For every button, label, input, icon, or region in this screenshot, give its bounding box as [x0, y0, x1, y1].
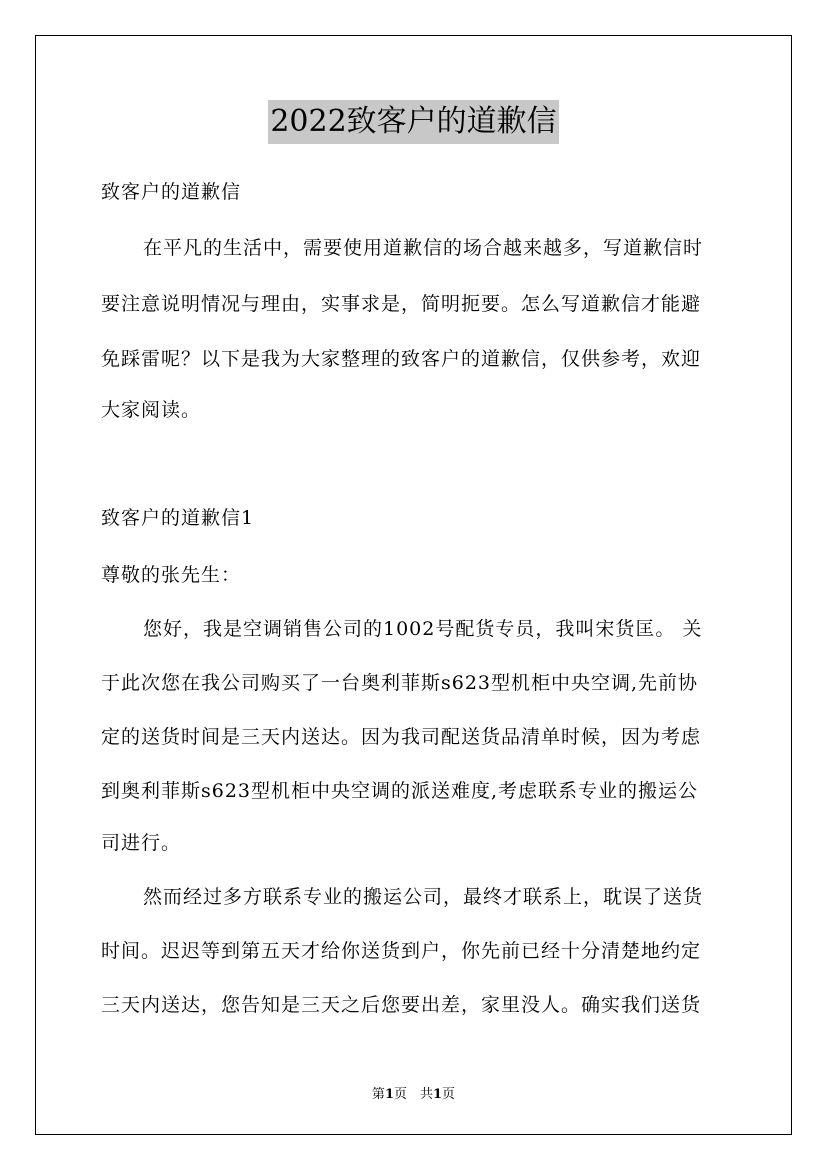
- paragraph-line: 您好，我是空调销售公司的1002号配货专员，我叫宋货匡。 关: [143, 618, 703, 640]
- page-footer: [0, 1083, 827, 1102]
- paragraph-line: 三天内送达，您告知是三天之后您要出差，家里没人。确实我们送货: [101, 994, 702, 1016]
- footer-page-total: 1: [433, 1087, 443, 1102]
- document-title: 2022致客户的道歉信: [268, 100, 558, 144]
- paragraph-line: 到奥利菲斯s623型机柜中央空调的派送难度,考虑联系专业的搬运公: [101, 780, 699, 802]
- paragraph-line: 要注意说明情况与理由，实事求是，简明扼要。怎么写道歉信才能避: [101, 293, 702, 315]
- salutation: 尊敬的张先生：: [101, 564, 242, 586]
- footer-mid: 页 共: [393, 1087, 433, 1102]
- paragraph-line: 大家阅读。: [101, 399, 202, 421]
- section-heading: 致客户的道歉信1: [101, 507, 255, 529]
- paragraph-line: 定的送货时间是三天内送达。因为我司配送货品清单时候，因为考虑: [101, 726, 702, 748]
- paragraph-line: 免踩雷呢？以下是我为大家整理的致客户的道歉信，仅供参考，欢迎: [101, 348, 702, 370]
- title-container: [0, 100, 827, 144]
- paragraph-line: 司进行。: [101, 832, 182, 854]
- paragraph-line: 然而经过多方联系专业的搬运公司，最终才联系上，耽误了送货: [143, 886, 704, 908]
- heading-line: 致客户的道歉信: [101, 181, 242, 203]
- footer-prefix: 第: [371, 1087, 385, 1102]
- footer-page-number: 1: [384, 1087, 394, 1102]
- paragraph-line: 于此次您在我公司购买了一台奥利菲斯s623型机柜中央空调,先前协: [101, 672, 699, 694]
- paragraph-line: 时间。迟迟等到第五天才给你送货到户，你先前已经十分清楚地约定: [101, 940, 702, 962]
- footer-suffix: 页: [442, 1087, 456, 1102]
- paragraph-line: 在平凡的生活中，需要使用道歉信的场合越来越多，写道歉信时: [143, 237, 704, 259]
